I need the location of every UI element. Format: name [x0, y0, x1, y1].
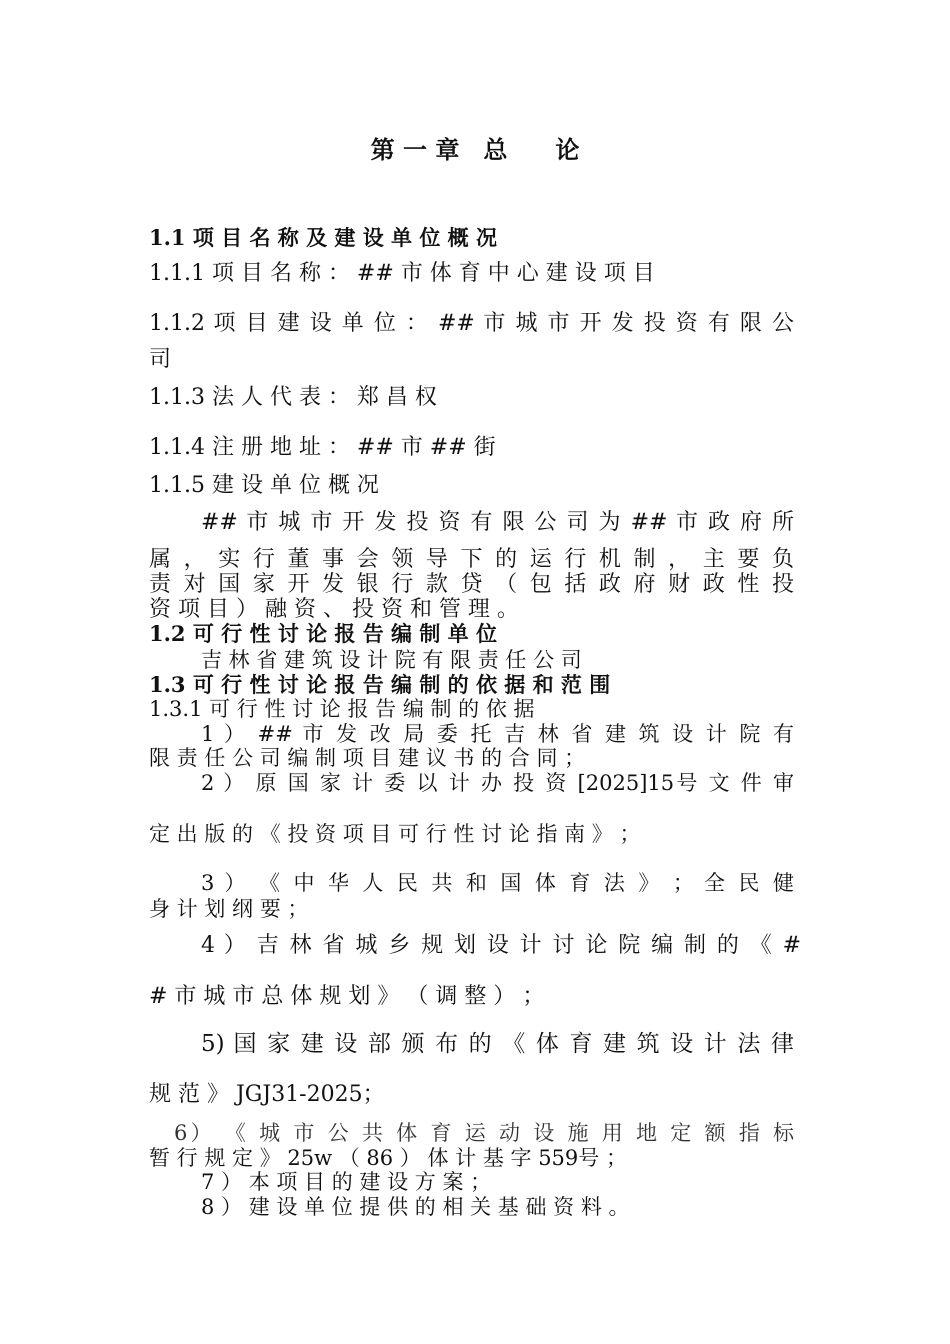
- section-heading-1-1: 1.1 项 目 名 称 及 建 设 单 位 概 况: [149, 225, 497, 250]
- basis-item-3-line-2: 身 计 划 纲 要 ；: [149, 897, 309, 921]
- unit-overview-heading: 1.1.5 建 设 单 位 概 况: [149, 473, 379, 498]
- basis-heading-1-3-1: 1.3.1 可 行 性 讨 论 报 告 编 制 的 依 据: [149, 697, 535, 721]
- overview-paragraph-line-1: ## 市 城 市 开 发 投 资 有 限 公 司 为 ## 市 政 府 所: [201, 510, 794, 535]
- basis-item-2-line-2: 定 出 版 的 《 投 资 项 目 可 行 性 讨 论 指 南 》 ；: [149, 822, 641, 846]
- construction-unit-line: 1.1.2 项 目 建 设 单 位 ： ## 市 城 市 开 发 投 资 有 限 公: [149, 311, 794, 336]
- section-heading-1-3: 1.3 可 行 性 讨 论 报 告 编 制 的 依 据 和 范 围: [149, 672, 611, 697]
- overview-paragraph-line-3: 责 对 国 家 开 发 银 行 款 贷 （ 包 括 政 府 财 政 性 投: [149, 572, 794, 597]
- report-unit-name: 吉 林 省 建 筑 设 计 院 有 限 责 任 公 司: [201, 648, 582, 672]
- basis-item-7: 7 ） 本 项 目 的 建 设 方 案 ；: [201, 1170, 492, 1194]
- basis-item-5-line-2: 规 范 》 JGJ31-2025；: [149, 1082, 385, 1107]
- basis-item-8: 8 ） 建 设 单 位 提 供 的 相 关 基 础 资 料 。: [201, 1195, 630, 1219]
- construction-unit-line-cont: 司: [149, 347, 172, 372]
- overview-paragraph-line-2: 属 ， 实 行 董 事 会 领 导 下 的 运 行 机 制 ， 主 要 负: [149, 547, 794, 572]
- address-line: 1.1.4 注 册 地 址 ： ## 市 ## 街: [149, 435, 496, 460]
- basis-item-5-line-1: 5) 国 家 建 设 部 颁 布 的 《 体 育 建 筑 设 计 法 律: [201, 1031, 794, 1057]
- basis-item-6-line-1: 6） 《 城 市 公 共 体 育 运 动 设 施 用 地 定 额 指 标: [174, 1121, 794, 1145]
- basis-item-1-line-1: 1 ） ## 市 发 改 局 委 托 吉 林 省 建 筑 设 计 院 有: [201, 722, 794, 746]
- section-heading-1-2: 1.2 可 行 性 讨 论 报 告 编 制 单 位: [149, 621, 497, 646]
- basis-item-3-line-1: 3 ） 《 中 华 人 民 共 和 国 体 育 法 》 ； 全 民 健: [201, 871, 794, 895]
- project-name-line: 1.1.1 项 目 名 称 ： ## 市 体 育 中 心 建 设 项 目: [149, 261, 655, 286]
- overview-paragraph-line-4: 资 项 目 ） 融 资 、 投 资 和 管 理 。: [149, 597, 519, 622]
- basis-item-6-line-2: 暂 行 规 定 》 25w （ 86 ） 体 计 基 字 559号 ；: [149, 1146, 627, 1170]
- legal-rep-line: 1.1.3 法 人 代 表 ： 郑 昌 权: [149, 385, 437, 410]
- basis-item-4-line-1: 4 ） 吉 林 省 城 乡 规 划 设 计 讨 论 院 编 制 的 《 #: [201, 933, 801, 958]
- basis-item-4-line-2: # 市 城 市 总 体 规 划 》 （ 调 整 ） ；: [149, 984, 545, 1009]
- basis-item-1-line-2: 限 责 任 公 司 编 制 项 目 建 议 书 的 合 同 ；: [149, 746, 586, 770]
- basis-item-2-line-1: 2 ） 原 国 家 计 委 以 计 办 投 资 [2025]15号 文 件 审: [201, 771, 794, 795]
- chapter-title: 第 一 章 总 论: [370, 135, 580, 164]
